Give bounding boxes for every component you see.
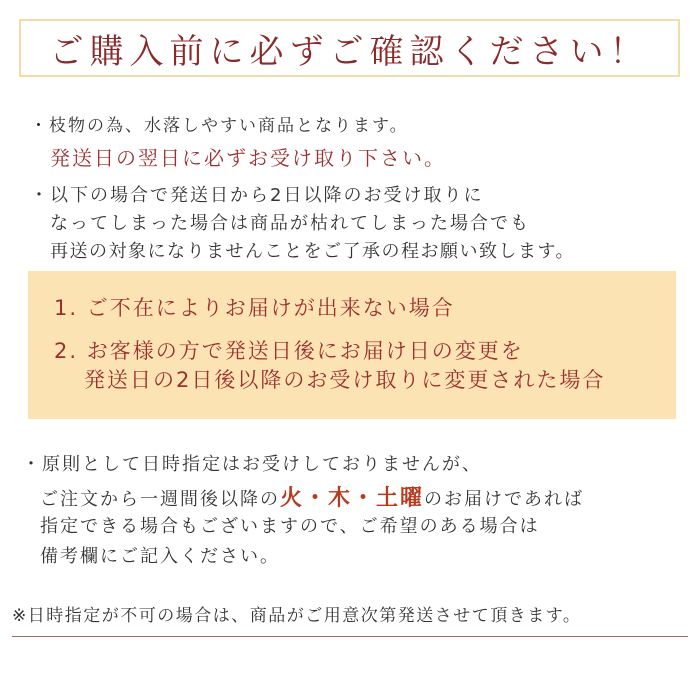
notice-3-line-4: 備考欄にご記入ください。 [40,546,280,567]
condition-item-1: 1. ご不在によりお届けが出来ない場合 [54,296,455,320]
notice-3-line-2-pre: ご注文から一週間後以降の [40,489,280,510]
notice-3-line-2 [40,481,584,512]
notice-2-line-2: なってしまった場合は商品が枯れてしまった場合でも [50,213,530,234]
notice-2-line-1: ・以下の場合で発送日から2日以降のお受け取りに [30,185,484,206]
condition-item-2-line-2: 発送日の2日後以降のお受け取りに変更された場合 [84,368,606,392]
delivery-days-highlight: 火・木・土曜 [280,486,425,511]
condition-item-2-line-1: 2. お客様の方で発送日後にお届け日の変更を [54,339,524,363]
title-banner [19,19,680,77]
notice-1-line-1: ・枝物の為、水落しやすい商品となります。 [30,116,409,136]
notice-3-line-3: 指定できる場合もございますので、ご希望のある場合は [40,516,540,537]
notice-1-emphasis: 発送日の翌日に必ずお受け取り下さい。 [50,146,446,170]
bottom-divider [12,636,688,637]
notice-3-line-1: ・原則として日時指定はお受けしておりませんが、 [22,454,482,475]
notice-2-line-3: 再送の対象になりませんことをご了承の程お願い致します。 [50,241,576,262]
footnote: ※日時指定が不可の場合は、商品がご用意次第発送させて頂きます。 [12,606,582,626]
notice-3-line-2-post: のお届けであれば [424,489,585,510]
conditions-box [28,271,676,419]
page-title: ご購入前に必ずご確認ください！ [49,31,650,72]
